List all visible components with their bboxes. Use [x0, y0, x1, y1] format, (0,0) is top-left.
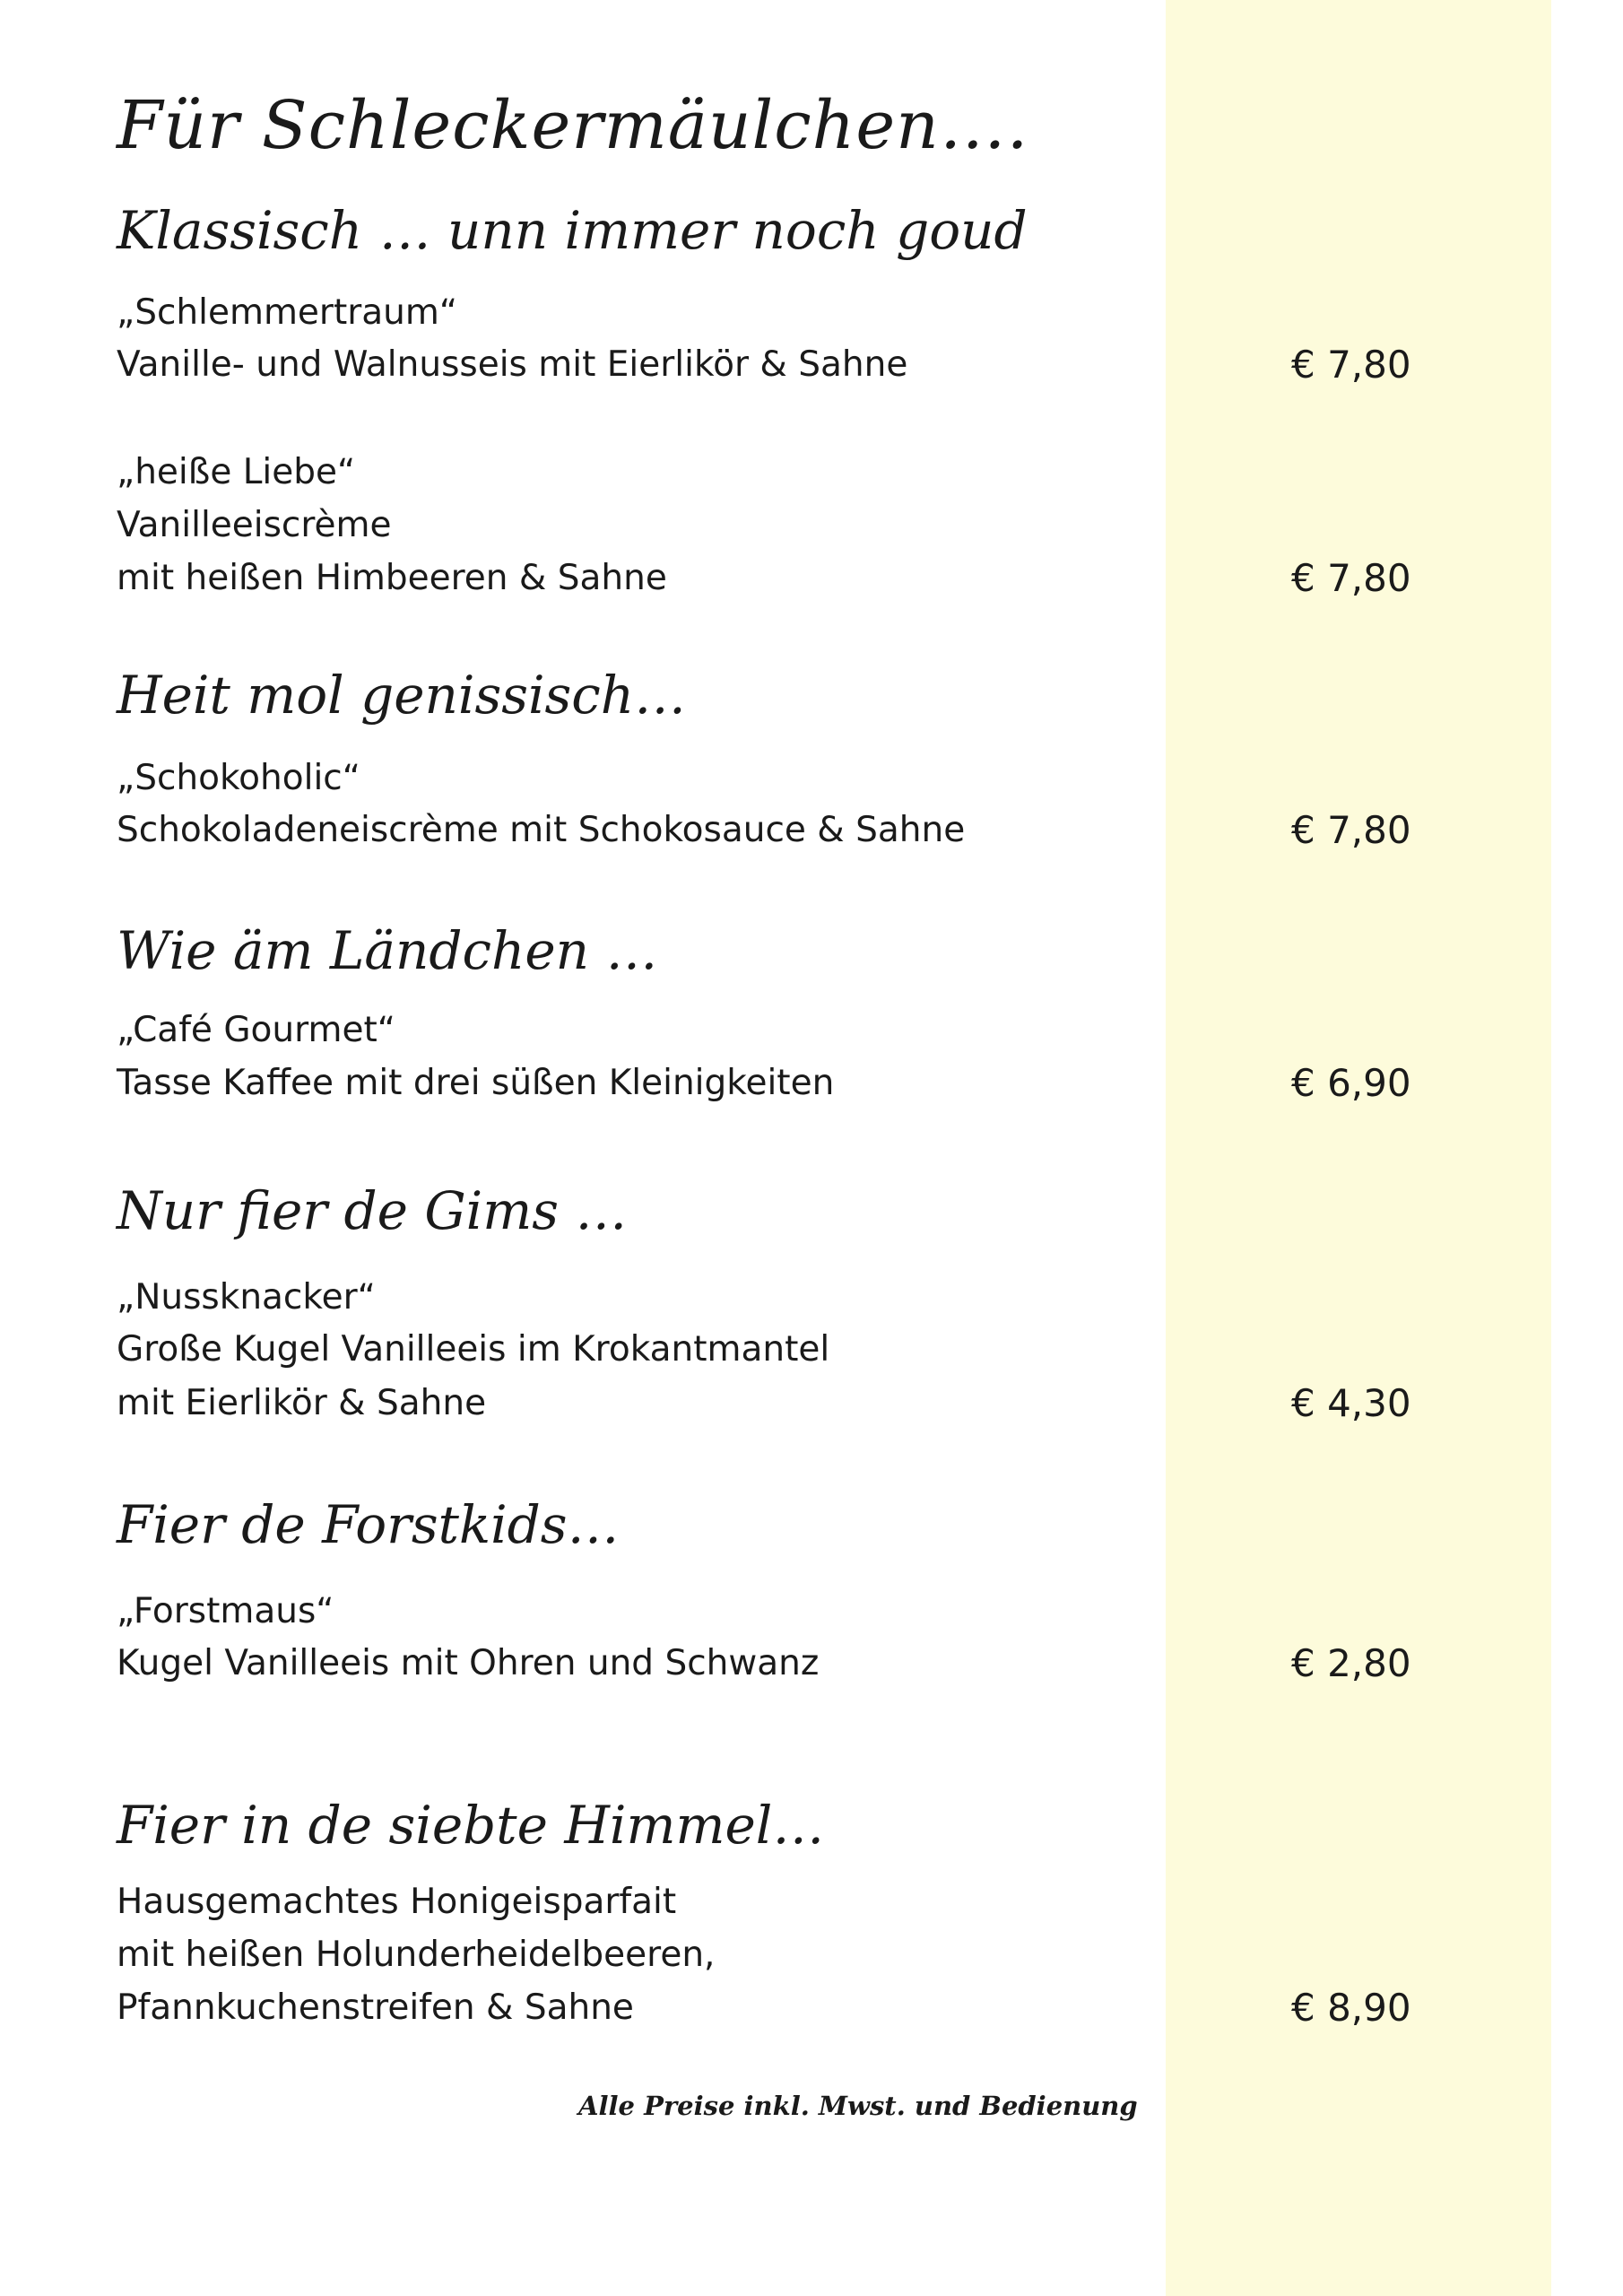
price-footnote: Alle Preise inkl. Mwst. und Bedienung	[578, 2091, 1138, 2121]
item-description: Tasse Kaffee mit drei süßen Kleinigkeiten	[117, 1063, 835, 1103]
item-name: „Café Gourmet“	[117, 1010, 395, 1050]
item-description: mit Eierlikör & Sahne	[117, 1383, 487, 1423]
section-heading-gims: Nur fier de Gims …	[117, 1180, 628, 1241]
item-price: € 7,80	[1291, 808, 1411, 852]
item-price: € 4,30	[1291, 1381, 1411, 1425]
item-name: „Nussknacker“	[117, 1277, 376, 1318]
item-price: € 7,80	[1291, 556, 1411, 600]
item-description: Große Kugel Vanilleeis im Krokantmantel	[117, 1329, 830, 1370]
item-description: mit heißen Himbeeren & Sahne	[117, 558, 667, 598]
item-description: Vanilleeiscrème	[117, 505, 392, 545]
item-description: Vanille- und Walnusseis mit Eierlikör & Sahne	[117, 344, 908, 385]
section-heading-forstkids: Fier de Forstkids…	[117, 1494, 620, 1555]
item-price: € 8,90	[1291, 1986, 1411, 2030]
item-description: Pfannkuchenstreifen & Sahne	[117, 1987, 634, 2028]
item-description: Hausgemachtes Honigeisparfait	[117, 1882, 677, 1922]
item-description: Kugel Vanilleeis mit Ohren und Schwanz	[117, 1643, 820, 1683]
section-heading-laendchen: Wie äm Ländchen …	[117, 920, 658, 981]
item-name: „Schlemmertraum“	[117, 292, 458, 333]
item-price: € 2,80	[1291, 1641, 1411, 1685]
section-heading-klassisch: Klassisch … unn immer noch goud	[117, 200, 1028, 261]
item-description: mit heißen Holunderheidelbeeren,	[117, 1935, 716, 1975]
item-description: Schokoladeneiscrème mit Schokosauce & Sahne	[117, 810, 966, 850]
item-price: € 6,90	[1291, 1061, 1411, 1105]
item-name: „Forstmaus“	[117, 1591, 334, 1631]
item-price: € 7,80	[1291, 343, 1411, 387]
section-heading-siebte-himmel: Fier in de siebte Himmel…	[117, 1795, 825, 1856]
item-name: „Schokoholic“	[117, 758, 360, 798]
item-name: „heiße Liebe“	[117, 452, 356, 492]
menu-title: Für Schleckermäulchen….	[117, 87, 1029, 164]
section-heading-genissisch: Heit mol genissisch…	[117, 665, 687, 726]
